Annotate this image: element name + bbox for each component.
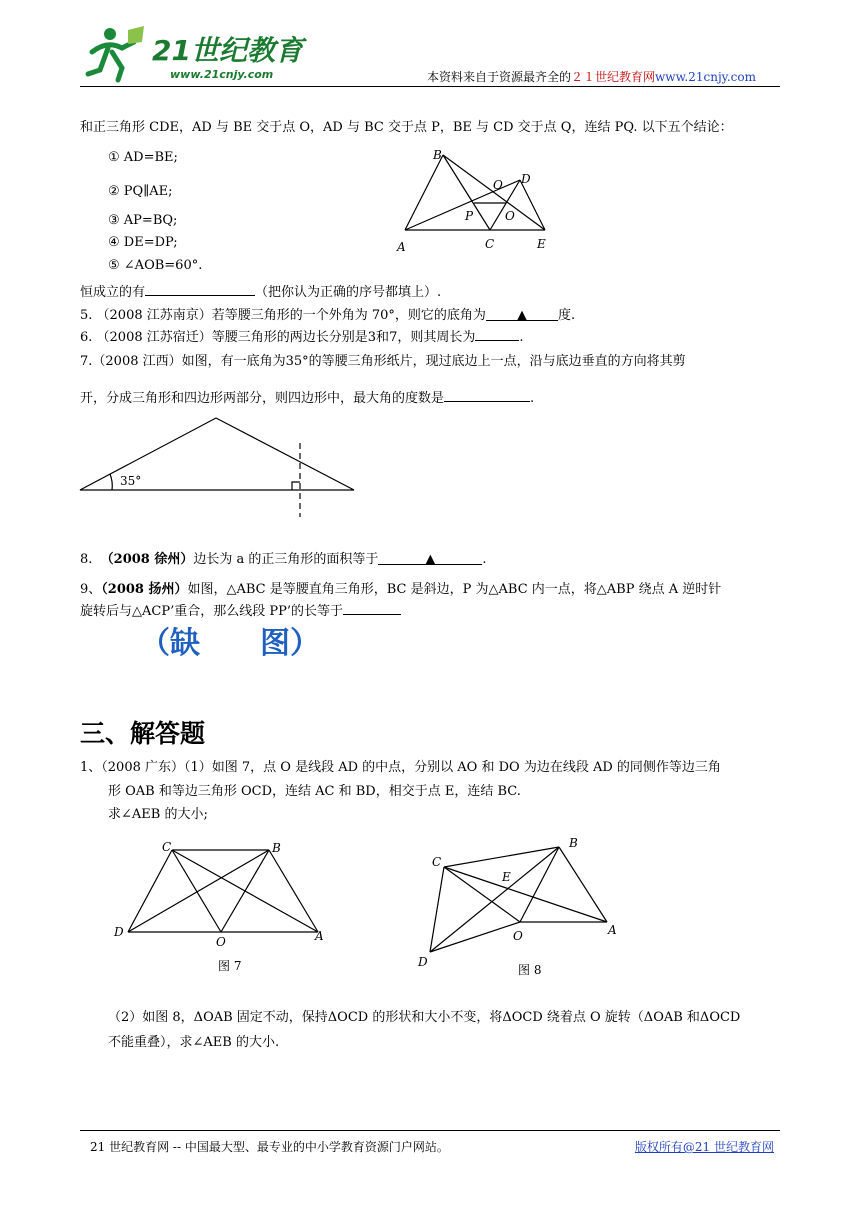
label-P: P [465, 209, 474, 223]
fig7-label-C: C [162, 840, 172, 854]
site-logo [82, 22, 312, 84]
q8: 8. （2008 徐州）边长为 a 的正三角形的面积等于 ▲ . [80, 552, 487, 567]
footer-copyright-link[interactable]: 版权所有@21 世纪教育网 [634, 1140, 774, 1154]
fig8-label-O: O [513, 929, 523, 943]
triangle-mark-icon: ▲ [425, 552, 436, 567]
logo-main: 21世纪教育 [152, 34, 303, 67]
fig7-label-A: A [315, 929, 324, 943]
label-B: B [433, 148, 442, 162]
sq1-part2-line1: （2）如图 8，ΔOAB 固定不动，保持ΔOCD 的形状和大小不变，将ΔOCD 绕着点 O 旋转（ΔOAB 和ΔOCD [108, 1010, 741, 1025]
q7-answer-blank[interactable] [444, 389, 530, 402]
fig8-label-A: A [608, 923, 617, 937]
fig8-label-B: B [569, 836, 578, 850]
q8-answer-blank[interactable] [378, 552, 482, 565]
q4-conclusion-4: ④ DE=DP; [108, 235, 178, 250]
footer-divider [80, 1130, 780, 1131]
triangle-mark-icon: ▲ [516, 308, 527, 323]
label-O2: O [505, 209, 515, 223]
sq1-line3: 求∠AEB 的大小; [108, 807, 208, 822]
q6-answer-blank[interactable] [475, 328, 519, 341]
label-E: E [537, 237, 546, 251]
q4-answer-line: 恒成立的有 （把你认为正确的序号都填上）. [80, 285, 442, 300]
fig8-label-D: D [418, 955, 428, 969]
q4-conclusion-1: ① AD=BE; [108, 150, 178, 165]
q4-conclusion-5: ⑤ ∠AOB=60°. [108, 258, 203, 273]
section-title: 三、解答题 [80, 719, 206, 748]
fig8-caption: 图 8 [518, 963, 542, 977]
q4-answer-blank[interactable] [145, 283, 255, 296]
sq1-line2: 形 OAB 和等边三角形 OCD，连结 AC 和 BD，相交于点 E，连结 BC. [108, 784, 521, 799]
q4-conclusion-2: ② PQ∥AE; [108, 184, 173, 199]
q7-line2: 开，分成三角形和四边形两部分，则四边形中，最大角的度数是 . [80, 391, 535, 406]
fig7-caption: 图 7 [218, 959, 242, 973]
q5-answer-blank[interactable] [486, 308, 558, 321]
runner-icon [88, 26, 144, 80]
q9-answer-blank[interactable] [343, 602, 401, 615]
figure-8 [412, 830, 627, 980]
q9-line2: 旋转后与△ACP’重合，那么线段 PP’的长等于 [80, 600, 401, 619]
fig8-label-C: C [432, 855, 442, 869]
q4-intro: 和正三角形 CDE，AD 与 BE 交于点 O，AD 与 BC 交于点 P，BE 与 CD 交于点 Q，连结 PQ. 以下五个结论： [80, 120, 733, 135]
fig7-label-B: B [272, 841, 281, 855]
fig7-label-O: O [216, 935, 226, 949]
label-D: D [521, 172, 531, 186]
missing-figure-note: （缺 图） [140, 626, 320, 661]
q4-figure [395, 145, 560, 260]
sq1-part2-line2: 不能重叠），求∠AEB 的大小. [108, 1035, 280, 1050]
q7-line1: 7.（2008 江西）如图，有一底角为35°的等腰三角形纸片，现过底边上一点，沿与底边垂直的方向将其剪 [80, 354, 686, 369]
fig7-label-D: D [114, 925, 124, 939]
q7-figure [74, 415, 364, 520]
logo-sub: www.21cnjy.com [170, 68, 274, 81]
figure-7 [108, 835, 338, 980]
label-C: C [485, 237, 495, 251]
q4-conclusion-3: ③ AP=BQ; [108, 213, 178, 228]
fig8-label-E: E [502, 870, 511, 884]
label-O1: O [493, 178, 503, 192]
q5: 5. （2008 江苏南京）若等腰三角形的一个外角为 70°，则它的底角为 ▲ 度. [80, 308, 576, 323]
label-A: A [397, 240, 406, 254]
q6: 6. （2008 江苏宿迁）等腰三角形的两边长分别是3和7，则其周长为 . [80, 330, 524, 345]
footer-left: 21 世纪教育网 -- 中国最大型、最专业的中小学教育资源门户网站。 [90, 1140, 449, 1154]
header-note: 本资料来自于资源最齐全的２１世纪教育网www.21cnjy.com [427, 70, 756, 84]
q7-angle-label: 35° [120, 474, 142, 488]
q9-line1: 9、（2008 扬州）如图，△ABC 是等腰直角三角形，BC 是斜边，P 为△ABC 内一点，将△ABP 绕点 A 逆时针 [80, 582, 722, 597]
sq1-line1: 1、（2008 广东）（1）如图 7，点 O 是线段 AD 的中点，分别以 AO 和 DO 为边在线段 AD 的同侧作等边三角 [80, 760, 721, 775]
header-divider [80, 86, 780, 87]
